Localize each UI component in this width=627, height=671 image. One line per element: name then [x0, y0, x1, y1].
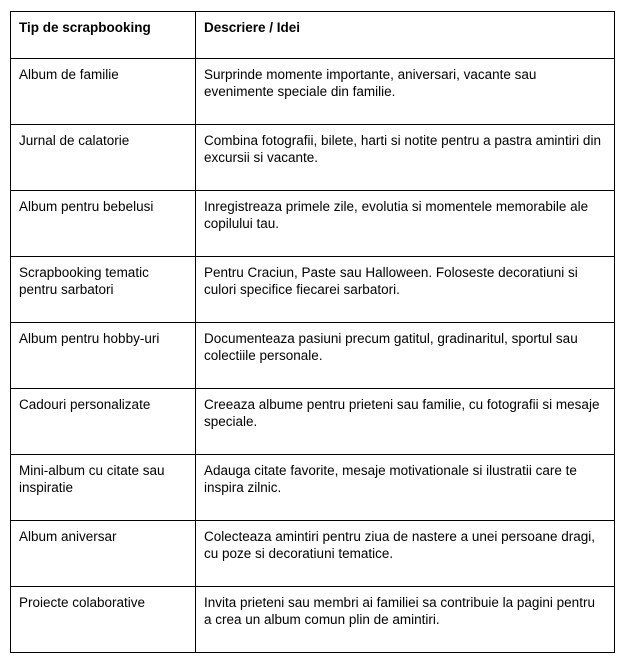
cell-description: Combina fotografii, bilete, harti si notite pentru a pastra amintiri din excursii si vacante. [196, 125, 615, 191]
cell-description: Pentru Craciun, Paste sau Halloween. Foloseste decoratiuni si culori specifice fiecarei sarbatori. [196, 257, 615, 323]
cell-description: Adauga citate favorite, mesaje motivationale si ilustratii care te inspira zilnic. [196, 455, 615, 521]
cell-type: Scrapbooking tematic pentru sarbatori [11, 257, 196, 323]
cell-description: Creeaza albume pentru prieteni sau familie, cu fotografii si mesaje speciale. [196, 389, 615, 455]
cell-description: Surprinde momente importante, aniversari, vacante sau evenimente speciale din familie. [196, 59, 615, 125]
cell-description: Inregistreaza primele zile, evolutia si momentele memorabile ale copilului tau. [196, 191, 615, 257]
table-row [11, 191, 615, 257]
cell-type: Album aniversar [11, 521, 196, 587]
cell-type: Proiecte colaborative [11, 587, 196, 653]
cell-type: Album pentru bebelusi [11, 191, 196, 257]
header-description: Descriere / Idei [196, 12, 615, 59]
cell-type: Mini-album cu citate sau inspiratie [11, 455, 196, 521]
table-row [11, 455, 615, 521]
header-type: Tip de scrapbooking [11, 12, 196, 59]
cell-type: Album pentru hobby-uri [11, 323, 196, 389]
table-row [11, 521, 615, 587]
cell-type: Album de familie [11, 59, 196, 125]
cell-description: Invita prieteni sau membri ai familiei sa contribuie la pagini pentru a crea un album comun plin de amintiri. [196, 587, 615, 653]
table-row [11, 389, 615, 455]
scrapbooking-table [10, 11, 615, 653]
table-row [11, 323, 615, 389]
table-header-row [11, 12, 615, 59]
table-row [11, 587, 615, 653]
table-row [11, 125, 615, 191]
cell-description: Colecteaza amintiri pentru ziua de nastere a unei persoane dragi, cu poze si decoratiuni tematice. [196, 521, 615, 587]
table-row [11, 59, 615, 125]
cell-type: Cadouri personalizate [11, 389, 196, 455]
cell-type: Jurnal de calatorie [11, 125, 196, 191]
table-row [11, 257, 615, 323]
cell-description: Documenteaza pasiuni precum gatitul, gradinaritul, sportul sau colectiile personale. [196, 323, 615, 389]
